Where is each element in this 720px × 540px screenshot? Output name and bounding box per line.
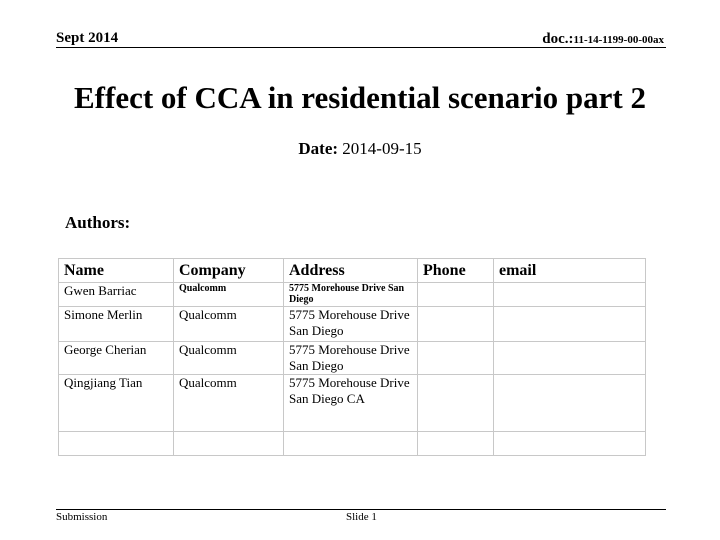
slide-title: Effect of CCA in residential scenario part 2 (74, 80, 646, 115)
authors-table (58, 258, 646, 456)
header-name: Name (59, 259, 174, 283)
author-email (494, 283, 646, 307)
header-doc-id (542, 30, 664, 48)
author-name: Simone Merlin (59, 307, 174, 342)
author-phone (418, 283, 494, 307)
header-rule (56, 47, 666, 48)
author-address: 5775 Morehouse Drive San Diego (284, 283, 418, 307)
table-row (59, 307, 646, 342)
author-email (494, 375, 646, 432)
table-row (59, 283, 646, 307)
author-phone (418, 375, 494, 432)
empty-cell (284, 432, 418, 456)
author-address: 5775 Morehouse Drive San Diego (284, 307, 418, 342)
author-email (494, 342, 646, 375)
date-line (0, 139, 720, 159)
header-company: Company (174, 259, 284, 283)
author-email (494, 307, 646, 342)
table-row (59, 375, 646, 432)
author-company: Qualcomm (174, 342, 284, 375)
date-value: 2014-09-15 (342, 139, 422, 158)
author-company: Qualcomm (174, 375, 284, 432)
author-address: 5775 Morehouse Drive San Diego CA (284, 375, 418, 432)
author-name: Gwen Barriac (59, 283, 174, 307)
header-address: Address (284, 259, 418, 283)
table-row-empty (59, 432, 646, 456)
empty-cell (174, 432, 284, 456)
header-email: email (494, 259, 646, 283)
empty-cell (494, 432, 646, 456)
author-company: Qualcomm (174, 283, 284, 307)
doc-number: 11-14-1199-00-00ax (573, 34, 664, 46)
author-address: 5775 Morehouse Drive San Diego (284, 342, 418, 375)
author-name: Qingjiang Tian (59, 375, 174, 432)
authors-label: Authors: (65, 213, 131, 232)
header-phone: Phone (418, 259, 494, 283)
author-phone (418, 342, 494, 375)
date-label: Date: (298, 139, 339, 158)
author-name: George Cherian (59, 342, 174, 375)
empty-cell (418, 432, 494, 456)
author-phone (418, 307, 494, 342)
footer-submission: Submission (56, 511, 108, 523)
header-date: Sept 2014 (56, 30, 119, 46)
empty-cell (59, 432, 174, 456)
footer-slide-number: Slide 1 (346, 511, 377, 523)
table-row (59, 342, 646, 375)
table-header-row (59, 259, 646, 283)
footer-rule (56, 509, 666, 510)
author-company: Qualcomm (174, 307, 284, 342)
doc-label: doc.: (542, 31, 574, 47)
